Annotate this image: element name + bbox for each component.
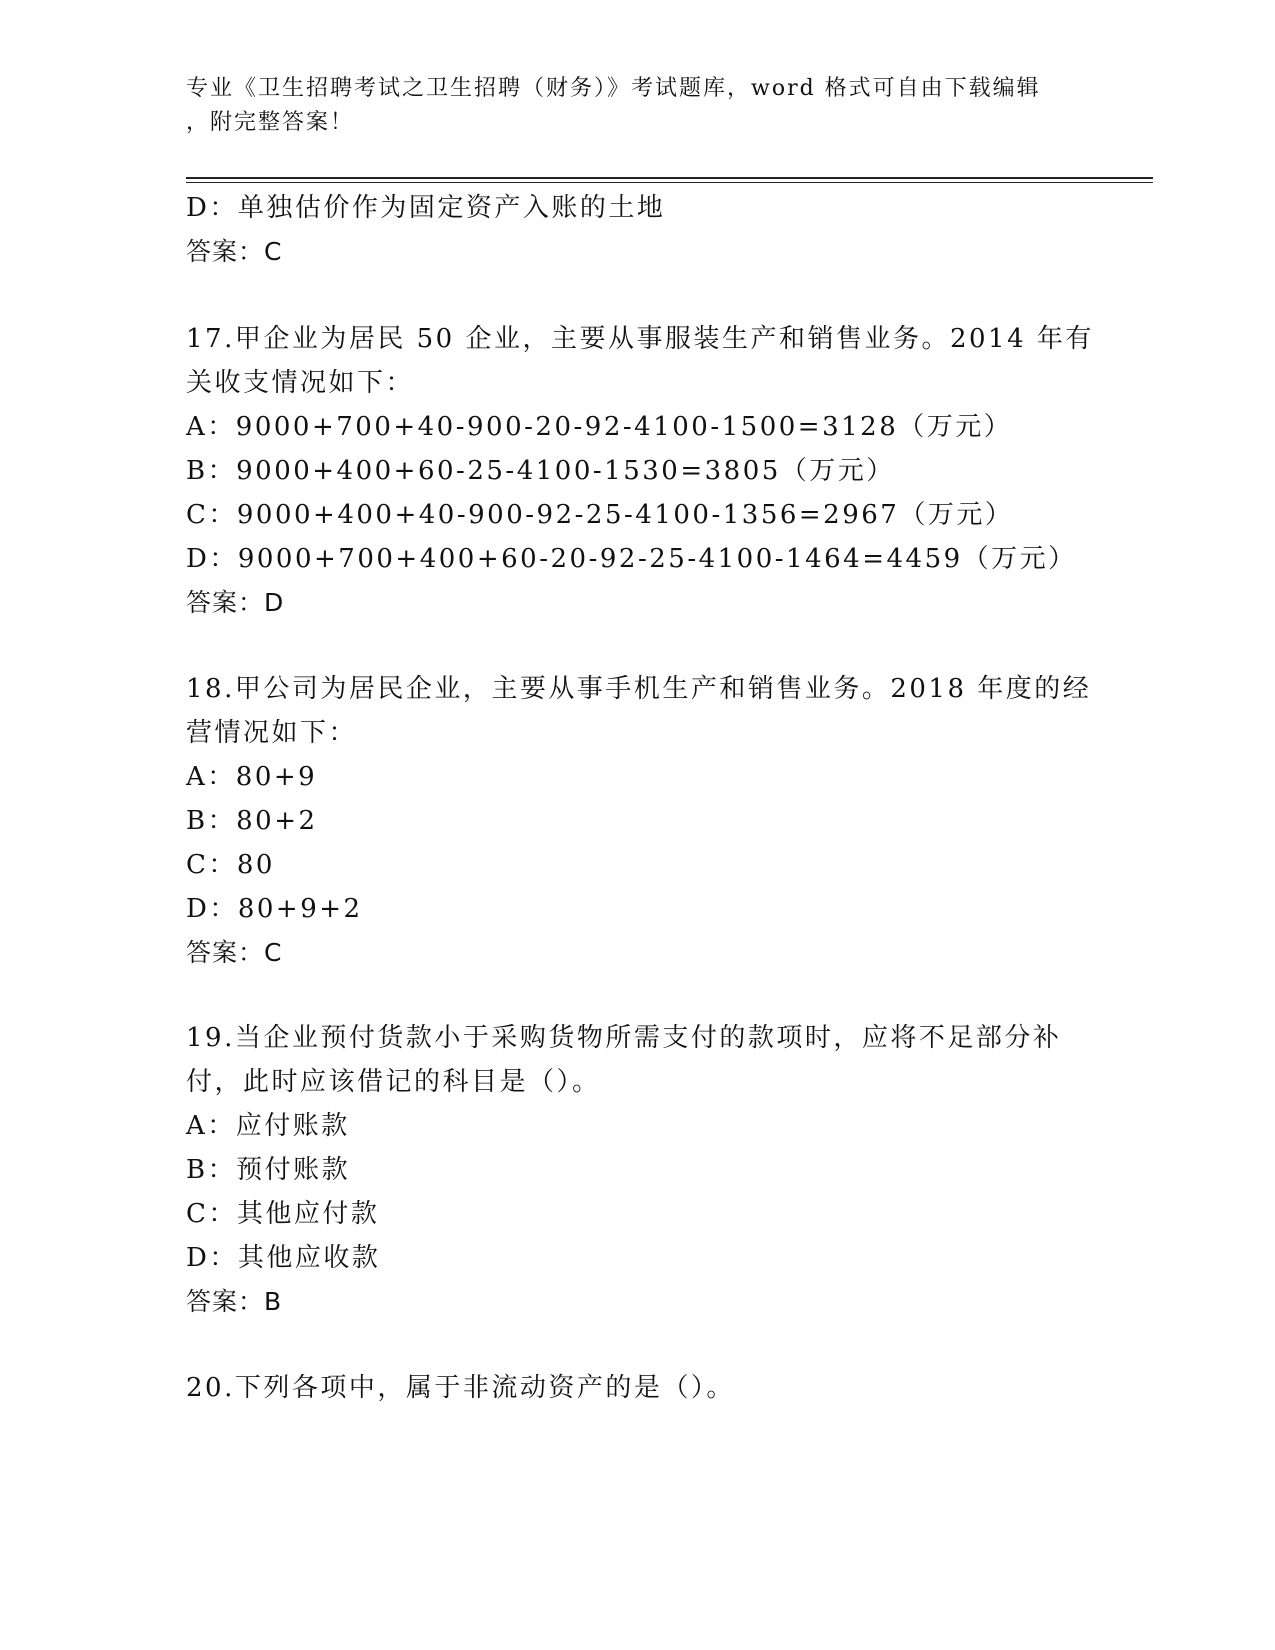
q19-option-c: C：其他应付款 xyxy=(186,1199,380,1229)
q18-option-b: B：80+2 xyxy=(186,806,318,836)
q18-stem-line-2: 营情况如下： xyxy=(186,718,358,748)
document-header xyxy=(186,72,1086,140)
q19-answer: 答案：B xyxy=(186,1287,283,1316)
header-rule-thick xyxy=(186,177,1153,179)
q17-option-c: C：9000+400+40-900-92-25-4100-1356=2967（万元） xyxy=(186,500,1014,530)
q19-option-d: D：其他应收款 xyxy=(186,1243,381,1273)
q17-stem-line-2: 关收支情况如下： xyxy=(186,368,415,398)
q19-stem-line-1: 19.当企业预付货款小于采购货物所需支付的款项时，应将不足部分补 xyxy=(186,1023,1062,1053)
q17-option-d: D：9000+700+400+60-20-92-25-4100-1464=4459（万元） xyxy=(186,544,1077,574)
header-line-1: 专业《卫生招聘考试之卫生招聘（财务）》考试题库，word 格式可自由下载编辑 xyxy=(186,76,1041,101)
q17-option-b: B：9000+400+60-25-4100-1530=3805（万元） xyxy=(186,456,895,486)
q17-option-a: A：9000+700+40-900-20-92-4100-1500=3128（万元） xyxy=(186,412,1013,442)
q19-option-a: A：应付账款 xyxy=(186,1111,350,1141)
q18-answer: 答案：C xyxy=(186,938,283,967)
q17-answer: 答案：D xyxy=(186,588,285,617)
q19-option-b: B：预付账款 xyxy=(186,1155,351,1185)
q19-stem-line-2: 付，此时应该借记的科目是（）。 xyxy=(186,1067,601,1097)
q17-stem-line-1: 17.甲企业为居民 50 企业，主要从事服装生产和销售业务。2014 年有 xyxy=(186,324,1094,354)
q18-stem-line-1: 18.甲公司为居民企业，主要从事手机生产和销售业务。2018 年度的经 xyxy=(186,674,1092,704)
header-rule-thin xyxy=(186,182,1153,183)
q18-option-c: C：80 xyxy=(186,850,275,880)
header-line-2: ，附完整答案！ xyxy=(186,110,355,135)
q16-answer: 答案：C xyxy=(186,237,283,266)
q18-option-d: D：80+9+2 xyxy=(186,894,363,924)
q16-option-d: D：单独估价作为固定资产入账的土地 xyxy=(186,193,666,223)
q20-stem-line-1: 20.下列各项中，属于非流动资产的是（）。 xyxy=(186,1373,735,1403)
q18-option-a: A：80+9 xyxy=(186,762,318,792)
